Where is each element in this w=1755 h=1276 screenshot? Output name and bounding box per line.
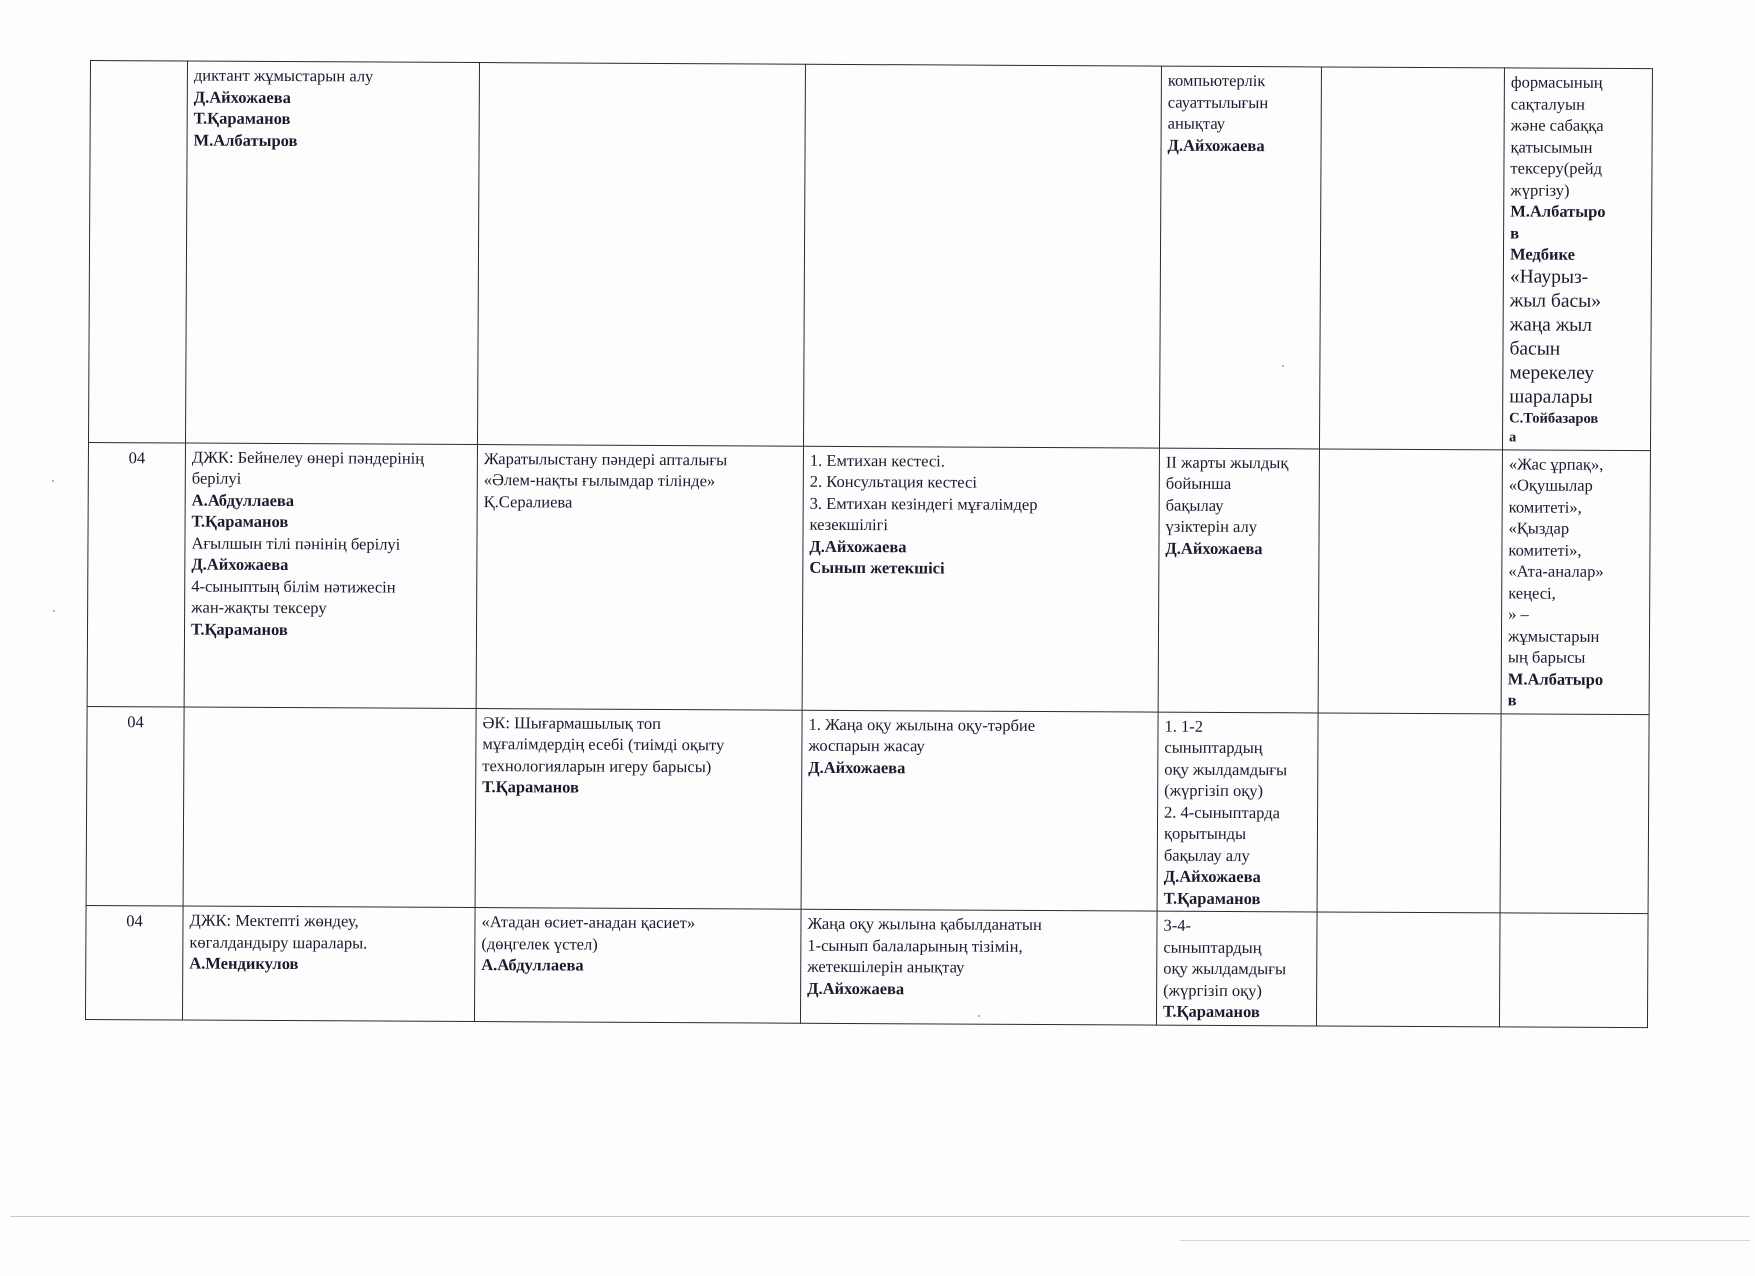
cell-text-line: технологияларын игеру барысы)	[482, 755, 712, 776]
table-cell-col1	[184, 443, 477, 709]
work-plan-table	[85, 60, 1653, 1028]
cell-text-line: «Оқушылар	[1508, 475, 1593, 495]
responsible-person: Д.Айхожаева	[807, 978, 905, 998]
cell-text-line: кеңесі,	[1508, 582, 1556, 603]
table-row	[86, 706, 1649, 914]
row-number: 04	[127, 711, 144, 731]
cell-text-line: Қ.Сералиева	[483, 491, 573, 512]
table-cell-col1	[183, 707, 476, 908]
table-cell-col4	[1159, 66, 1321, 448]
cell-text-line: тексеру(рейд	[1510, 158, 1603, 178]
cell-text-line: (жүргізіп оқу)	[1164, 780, 1264, 801]
row-number-cell	[87, 442, 185, 707]
table-cell-col3	[803, 64, 1161, 447]
scan-speck	[1282, 365, 1284, 367]
cell-text-line: жұмыстарын	[1507, 625, 1600, 646]
responsible-person: М.Албатыро	[1510, 201, 1606, 221]
cell-text-line: сақталуын	[1510, 93, 1585, 114]
table-cell-col6	[1500, 713, 1649, 913]
cell-text-line: «Атадан өсиет-анадан қасиет»	[481, 912, 696, 933]
cell-text-line: «Жас ұрпақ»,	[1508, 453, 1604, 474]
table-row	[85, 905, 1648, 1027]
cell-text-line: мұғалімдердің есебі (тиімді оқыту	[482, 734, 725, 755]
cell-text-line: жыл басы»	[1509, 289, 1602, 312]
table-cell-col3	[800, 909, 1157, 1024]
cell-text-line: 1-сынып балаларының тізімін,	[807, 935, 1023, 956]
cell-text-line: Жаңа оқу жылына қабылданатын	[807, 913, 1042, 934]
cell-text-line: «Наурыз-	[1509, 265, 1589, 288]
cell-text-line: жаңа жыл	[1509, 313, 1593, 336]
cell-text-line: ІІ жарты жылдық	[1165, 452, 1289, 472]
cell-text-line: Жаратылыстану пәндері апталығы	[483, 448, 728, 469]
responsible-person: Д.Айхожаева	[193, 87, 291, 107]
cell-text-line: оқу жылдамдығы	[1164, 759, 1288, 779]
table-row	[87, 442, 1650, 714]
scan-speck	[53, 610, 55, 612]
cell-text-line: және сабаққа	[1510, 115, 1604, 135]
responsible-person: А.Абдуллаева	[481, 955, 584, 975]
responsible-person: Д.Айхожаева	[808, 757, 906, 777]
cell-text-line: 3-4-	[1163, 915, 1192, 935]
row-number: 04	[128, 447, 146, 467]
cell-text-line: кезекшілігі	[809, 514, 889, 535]
cell-text-line: » –	[1508, 604, 1529, 624]
cell-text-line: бақылау	[1165, 495, 1224, 515]
table-body	[85, 61, 1652, 1028]
scan-artifact-line	[10, 1216, 1750, 1217]
table-cell-col6	[1501, 449, 1650, 714]
cell-text-line: жетекшілерін анықтау	[807, 956, 965, 977]
cell-text-line: 2. 4-сыныптарда	[1164, 802, 1281, 822]
table-cell-col2	[475, 708, 802, 909]
cell-text-line: қатысымын	[1510, 136, 1593, 157]
table-cell-col4	[1158, 448, 1319, 713]
responsible-person: Т.Қараманов	[1163, 888, 1261, 908]
responsible-person: в	[1510, 222, 1520, 242]
cell-text-line: сыныптардың	[1163, 937, 1262, 957]
cell-text-line: оқу жылдамдығы	[1163, 958, 1287, 979]
table-cell-col4	[1156, 911, 1317, 1025]
cell-text-line: (дөңгелек үстел)	[481, 933, 598, 954]
cell-text-line: 1. Жаңа оқу жылына оқу-тәрбие	[808, 714, 1036, 735]
cell-text-line: жүргізу)	[1510, 179, 1570, 200]
table-cell-col2	[476, 444, 803, 710]
responsible-person: Т.Қараманов	[482, 777, 580, 797]
row-number-cell	[88, 61, 187, 443]
cell-text-line: көгалдандыру шаралары.	[189, 932, 368, 952]
table-cell-col2	[477, 63, 805, 446]
table-cell-col5	[1319, 67, 1504, 449]
cell-text-line: Ағылшын тілі пәнінің берілуі	[191, 533, 401, 554]
table-cell-col4	[1157, 712, 1318, 912]
cell-text-line: ДЖК: Мектепті жөндеу,	[189, 910, 359, 931]
cell-text-line: жан-жақты тексеру	[191, 597, 327, 618]
responsible-person: Т.Қараманов	[1162, 1001, 1260, 1022]
responsible-person: Д.Айхожаева	[809, 536, 907, 556]
cell-text-line: қорытынды	[1163, 823, 1247, 844]
table-cell-col3	[801, 710, 1158, 911]
table-cell-col3	[802, 446, 1159, 712]
responsible-person: Д.Айхожаева	[191, 554, 289, 575]
cell-text-line: мерекелеу	[1509, 361, 1595, 384]
cell-text-line: ӘК: Шығармашылық топ	[482, 712, 662, 733]
cell-text-line: ың барысы	[1507, 647, 1586, 667]
cell-text-line: бақылау алу	[1163, 845, 1250, 865]
cell-text-line: формасының	[1510, 72, 1603, 92]
cell-text-line: 1. Емтихан кестесі.	[809, 450, 945, 470]
table-cell-col1	[185, 61, 479, 444]
table-cell-col5	[1318, 448, 1502, 713]
responsible-person: Д.Айхожаева	[1165, 538, 1263, 558]
cell-text-line: үзіктерін алу	[1165, 516, 1258, 537]
table-cell-col5	[1317, 712, 1501, 912]
responsible-person: Медбике	[1509, 244, 1576, 264]
cell-text-line: берілуі	[191, 468, 242, 488]
cell-text-line: комитеті»,	[1508, 496, 1582, 517]
responsible-person: а	[1509, 428, 1517, 445]
table-cell-col6	[1502, 68, 1652, 450]
scan-artifact-line	[1180, 1240, 1750, 1241]
cell-text-line: сауаттылығын	[1167, 92, 1269, 112]
responsible-person: М.Албатыров	[193, 130, 298, 150]
responsible-person: Д.Айхожаева	[1163, 866, 1261, 887]
responsible-person: Д.Айхожаева	[1167, 135, 1265, 155]
responsible-person: в	[1507, 690, 1517, 710]
cell-text-line: 2. Консультация кестесі	[809, 471, 978, 492]
responsible-person: Т.Қараманов	[191, 511, 289, 532]
row-number: 04	[126, 911, 143, 931]
table-cell-col1	[182, 906, 475, 1021]
scan-speck	[52, 480, 54, 482]
cell-text-line: 3. Емтихан кезіндегі мұғалімдер	[809, 493, 1038, 514]
cell-text-line: ДЖК: Бейнелеу өнері пәндерінің	[191, 447, 425, 468]
table-cell-col5	[1316, 912, 1500, 1026]
table-cell-col6	[1499, 913, 1648, 1027]
cell-text-line: «Ата-аналар»	[1508, 561, 1604, 581]
cell-text-line: жоспарын жасау	[808, 735, 925, 756]
responsible-person: М.Албатыро	[1507, 668, 1604, 689]
row-number-cell	[85, 905, 183, 1019]
cell-text-line: 4-сыныптың білім нәтижесін	[191, 576, 396, 597]
responsible-person: А.Мендикулов	[189, 953, 299, 974]
cell-text-line: басын	[1509, 337, 1561, 360]
cell-text-line: компьютерлік	[1167, 70, 1266, 91]
responsible-person: Т.Қараманов	[193, 108, 291, 129]
cell-text-line: «Қыздар	[1508, 518, 1570, 538]
cell-text-line: диктант жұмыстарын алу	[193, 65, 374, 86]
table-cell-col2	[474, 908, 801, 1023]
table-row	[88, 61, 1652, 451]
cell-text-line: сыныптардың	[1164, 737, 1263, 758]
responsible-person: С.Тойбазаров	[1509, 409, 1599, 427]
cell-text-line: 1. 1-2	[1164, 716, 1204, 736]
cell-text-line: анықтау	[1167, 113, 1226, 133]
cell-text-line: (жүргізіп оқу)	[1163, 980, 1263, 1000]
cell-text-line: бойынша	[1165, 473, 1232, 493]
cell-text-line: шаралары	[1509, 385, 1593, 408]
scan-speck	[978, 1015, 980, 1017]
responsible-person: Т.Қараманов	[190, 619, 288, 639]
row-number-cell	[86, 706, 184, 906]
responsible-person: А.Абдуллаева	[191, 490, 295, 510]
cell-text-line: «Әлем-нақты ғылымдар тілінде»	[483, 470, 716, 491]
responsible-person: Сынып жетекшісі	[809, 557, 945, 578]
cell-text-line: комитеті»,	[1508, 539, 1582, 560]
